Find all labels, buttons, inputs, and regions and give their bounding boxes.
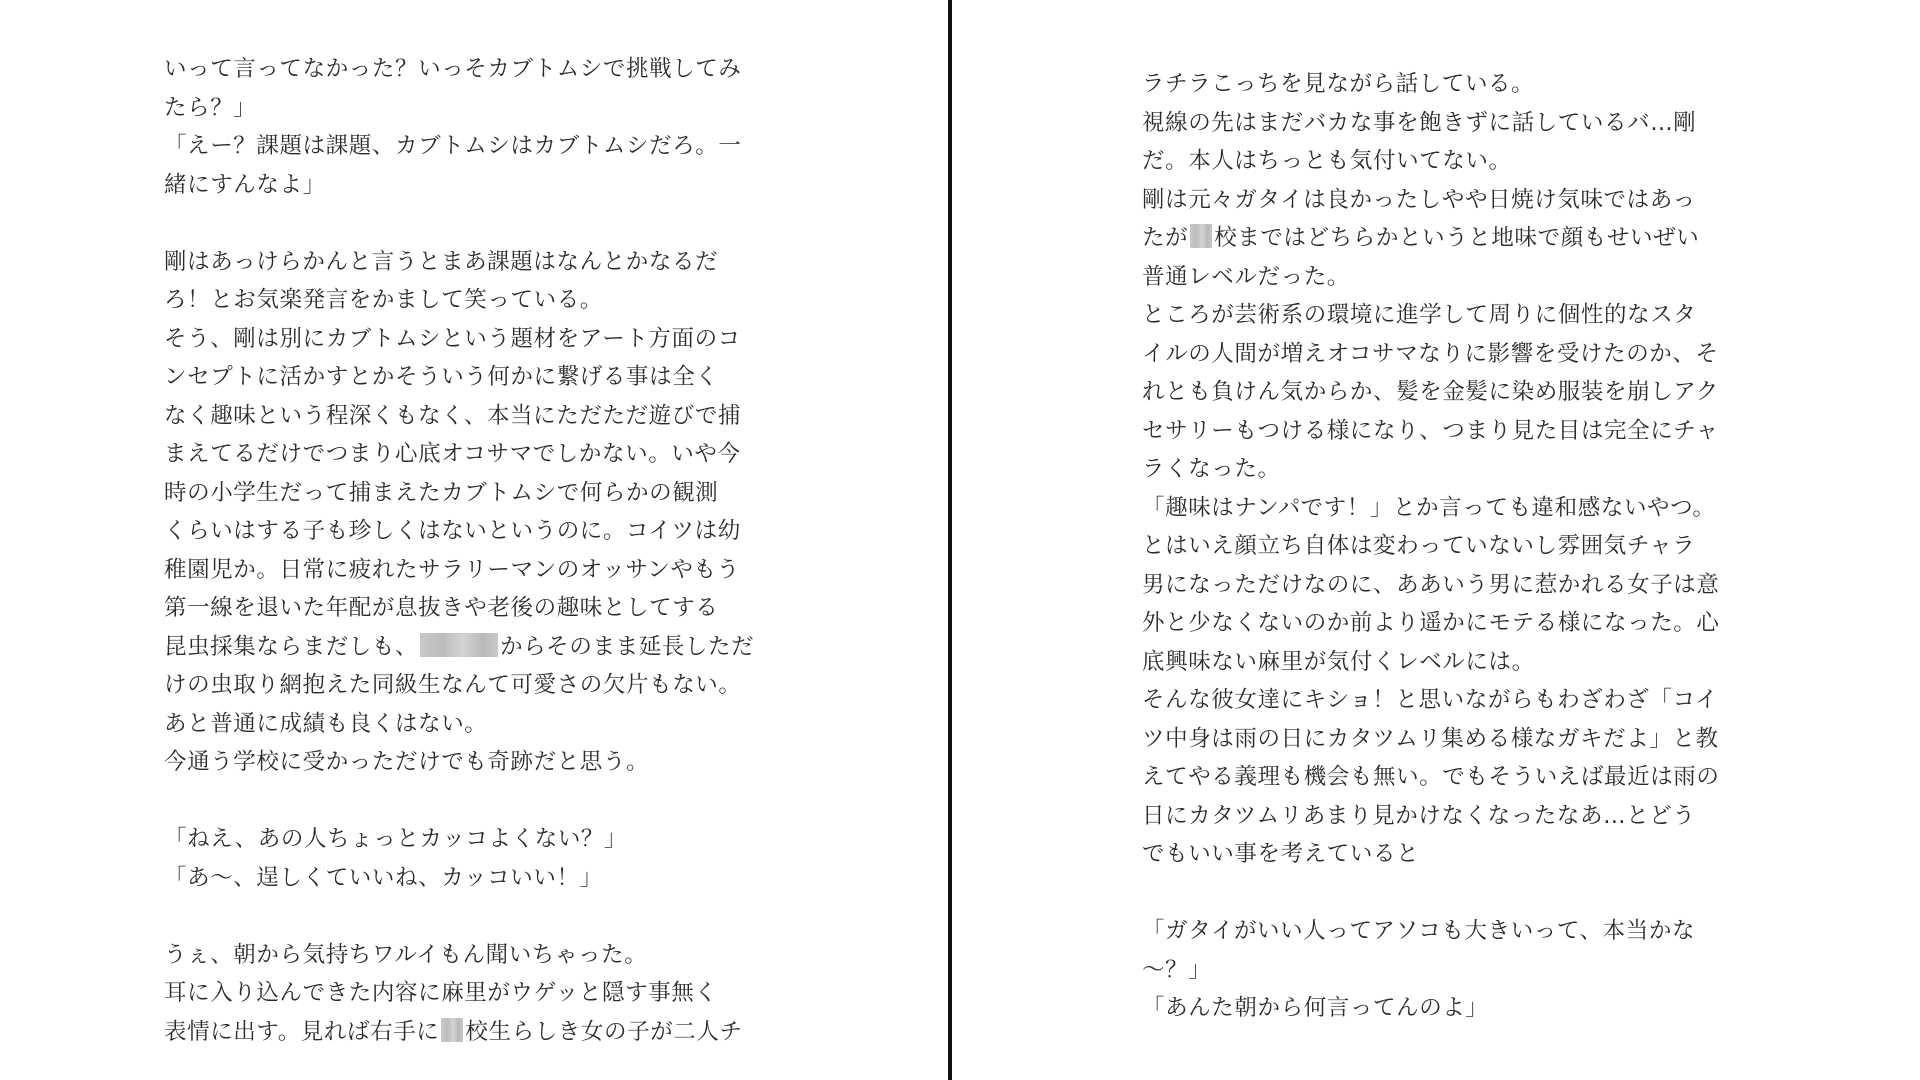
text-line (1142, 835, 1754, 874)
text-line (164, 551, 776, 590)
line-text: 「えー？課題は課題、カブトムシはカブトムシだろ。一 (164, 133, 742, 159)
line-text: れとも負けん気からか、髪を金髪に染め服装を崩しアク (1142, 379, 1719, 405)
line-text: だ。本人はちっとも気付いてない。 (1142, 148, 1512, 174)
line-text: まえてるだけでつまり心底オコサマでしかない。いや今 (164, 441, 741, 467)
line-text: 底興味ない麻里が気付くレベルには。 (1142, 648, 1535, 675)
line-text: 剛は元々ガタイは良かったしやや日焼け気味ではあっ (1142, 186, 1696, 213)
line-text: 「ガタイがいい人ってアソコも大きいって、本当かな (1142, 918, 1696, 944)
line-text: 表情に出す。見れば右手に (164, 1018, 440, 1045)
line-text: たら？」 (164, 94, 257, 121)
line-text: ろ！とお気楽発言をかまして笑っている。 (164, 287, 603, 313)
censored-block (1190, 224, 1212, 248)
line-text: 「趣味はナンパです！」とか言っても違和感ないやつ。 (1142, 494, 1716, 521)
line-text: 男になっただけなのに、ああいう男に惹かれる女子は意 (1142, 571, 1720, 598)
text-line (1142, 989, 1754, 1028)
text-line (164, 666, 776, 705)
text-line (164, 397, 776, 436)
censored-block (420, 633, 498, 657)
line-text-after-censor: からそのまま延長しただ (500, 633, 755, 660)
line-text: ラくなった。 (1142, 456, 1281, 482)
text-line (1142, 373, 1754, 412)
line-text: 「あんた朝から何言ってんのよ」 (1142, 995, 1489, 1021)
censored-block (441, 1018, 463, 1042)
text-line (1142, 643, 1754, 682)
line-text: 今通う学校に受かっただけでも奇跡だと思う。 (164, 749, 650, 775)
text-line (164, 166, 776, 205)
line-text: くらいはする子も珍しくはないというのに。コイツは幼 (164, 518, 741, 544)
text-line (164, 435, 776, 474)
line-text: とはいえ顔立ち自体は変わっていないし雰囲気チャラ (1142, 533, 1696, 559)
text-line (1142, 758, 1754, 797)
text-line (1142, 296, 1754, 335)
text-line (1142, 412, 1754, 451)
line-text: ツ中身は雨の日にカタツムリ集める様なガキだよ」と教 (1142, 725, 1719, 752)
text-line (1142, 720, 1754, 759)
text-line (1142, 258, 1754, 297)
text-line (1142, 142, 1754, 181)
line-text: 視線の先はまだバカな事を飽きずに話しているバ…剛 (1142, 109, 1697, 136)
line-text: イルの人間が増えオコサマなりに影響を受けたのか、そ (1142, 340, 1719, 367)
text-line (164, 127, 776, 166)
text-line (164, 705, 776, 744)
line-text: 外と少なくないのか前より遥かにモテる様になった。心 (1142, 610, 1720, 636)
left-page (0, 0, 950, 1080)
text-line (164, 589, 776, 628)
left-page-text (164, 50, 776, 1051)
text-line (164, 89, 776, 128)
text-line (164, 50, 776, 89)
line-text: 時の小学生だって捕まえたカブトムシで何らかの観測 (164, 479, 719, 506)
text-line (1142, 797, 1754, 836)
right-page (952, 0, 1920, 1080)
text-line (164, 320, 776, 359)
line-text: 「あ〜、逞しくていいね、カッコいい！」 (164, 864, 603, 891)
line-text: たが (1142, 225, 1189, 251)
text-line (164, 281, 776, 320)
text-line (1142, 450, 1754, 489)
text-line (164, 474, 776, 513)
line-text: ンセプトに活かすとかそういう何かに繋げる事は全く (164, 364, 719, 390)
text-line (164, 243, 776, 282)
line-text: 稚園児か。日常に疲れたサラリーマンのオッサンやもう (164, 556, 740, 583)
line-text: 普通レベルだった。 (1142, 263, 1350, 290)
line-text: 緒にすんなよ」 (164, 171, 326, 198)
text-line (1142, 489, 1754, 528)
text-line (164, 358, 776, 397)
text-line (164, 743, 776, 782)
line-text: 剛はあっけらかんと言うとまあ課題はなんとかなるだ (164, 248, 719, 275)
line-text-after-censor: 校生らしき女の子が二人チ (465, 1018, 743, 1045)
line-text: 昆虫採集ならまだしも、 (164, 633, 419, 660)
text-line (164, 897, 776, 936)
line-text: 耳に入り込んできた内容に麻里がウゲッと隠す事無く (164, 980, 718, 1006)
line-text: 「ねえ、あの人ちょっとカッコよくない？」 (164, 826, 628, 852)
line-text: セサリーもつける様になり、つまり見た目は完全にチャ (1142, 417, 1719, 444)
text-line (1142, 219, 1754, 258)
text-line (1142, 912, 1754, 951)
text-line (1142, 104, 1754, 143)
text-line (1142, 604, 1754, 643)
line-text-after-censor: 校まではどちらかというと地味で顔もせいぜい (1214, 225, 1700, 251)
line-text: あと普通に成績も良くはない。 (164, 710, 488, 737)
text-line (164, 820, 776, 859)
text-line (1142, 181, 1754, 220)
line-text: なく趣味という程深くもなく、本当にただただ遊びで捕 (164, 402, 742, 429)
line-text: そう、剛は別にカブトムシという題材をアート方面のコ (164, 325, 741, 352)
text-line (164, 1013, 776, 1052)
text-line (164, 512, 776, 551)
text-line (164, 974, 776, 1013)
line-text: うぇ、朝から気持ちワルイもん聞いちゃった。 (164, 941, 648, 968)
text-line (164, 782, 776, 821)
text-line (1142, 527, 1754, 566)
right-page-text (1142, 65, 1754, 1028)
line-text: 〜？」 (1142, 956, 1212, 983)
text-line (164, 859, 776, 898)
text-line (1142, 335, 1754, 374)
line-text: ラチラこっちを見ながら話している。 (1142, 71, 1535, 97)
text-line (164, 628, 776, 667)
text-line (164, 936, 776, 975)
line-text: ところが芸術系の環境に進学して周りに個性的なスタ (1142, 302, 1697, 328)
text-line (1142, 681, 1754, 720)
text-line (1142, 874, 1754, 913)
text-line (164, 204, 776, 243)
line-text: 日にカタツムリあまり見かけなくなったなあ…とどう (1142, 802, 1696, 829)
line-text: けの虫取り網抱えた同級生なんて可愛さの欠片もない。 (164, 672, 742, 698)
text-line (1142, 65, 1754, 104)
text-line (1142, 566, 1754, 605)
line-text: 第一線を退いた年配が息抜きや老後の趣味としてする (164, 595, 719, 621)
line-text: いって言ってなかった？いっそカブトムシで挑戦してみ (164, 56, 742, 82)
text-line (1142, 951, 1754, 990)
line-text: そんな彼女達にキショ！と思いながらもわざわざ「コイ (1142, 687, 1719, 713)
line-text: えてやる義理も機会も無い。でもそういえば最近は雨の (1142, 764, 1720, 790)
line-text: でもいい事を考えていると (1142, 841, 1420, 867)
